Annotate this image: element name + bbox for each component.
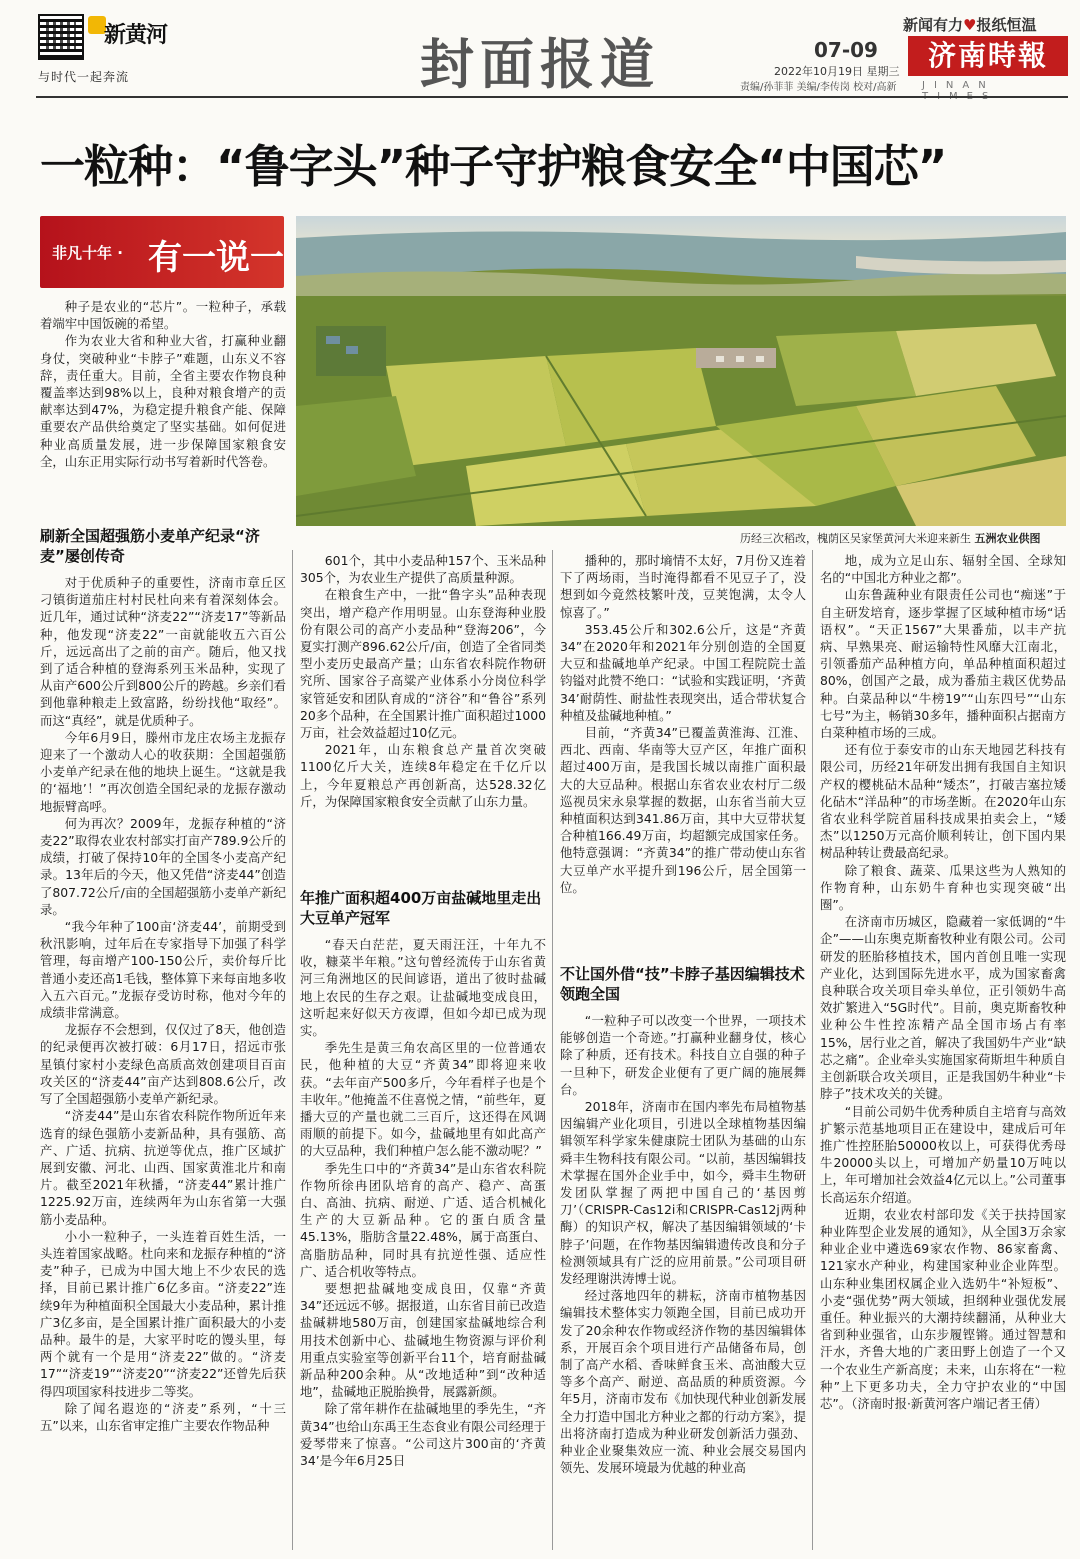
paragraph: 何为再次？2009年，龙振存种植的“济麦22”取得农业农村部实打亩产789.9公斤的成绩，打破了保持10年的全国冬小麦高产纪录。13年后的今天，他又凭借“济麦44”创造了807.72公斤/亩的全国超强筋小麦单产新纪录。 <box>40 815 286 917</box>
subhead-gene-editing: 不让国外借“技”卡脖子基因编辑技术领跑全国 <box>560 965 805 1003</box>
paragraph: 2018年，济南市在国内率先布局植物基因编辑产业化项目，引进以全球植物基因编辑领军科学家朱健康院士团队为基础的山东舜丰生物科技有限公司。“以前，基因编辑技术掌握在国外企业手中，如今，舜丰生物研发团队掌握了两把中国自己的‘基因剪刀’（CRISPR-Cas12i和CRISPR-Cas12j两种酶）的知识产权，解决了基因编辑领域的‘卡脖子’问题，在作物基因编辑遗传改良和分子检测领域具有广泛的应用前景。”公司项目研发经理谢洪涛博士说。 <box>560 1099 806 1287</box>
caption-credit: 五洲农业供图 <box>974 532 1041 545</box>
column-divider <box>812 550 813 1550</box>
masthead-divider <box>36 96 1068 98</box>
lead-paragraph: 作为农业大省和种业大省，打赢种业翻身仗，突破种业“卡脖子”难题，山东义不容辞，责任重大。目前，全省主要农作物良种覆盖率达到98%以上，良种对粮食增产的贡献率达到47%，为稳定提升粮食产能、保障重要农产品供给奠定了坚实基础。如何促进种业高质量发展，进一步保障国家粮食安全，山东正用实际行动书写着新时代答卷。 <box>40 333 286 469</box>
paragraph: “目前公司奶牛优秀种质自主培育与高效扩繁示范基地项目正在建设中，建成后可年推广性控胚胎50000枚以上，可获得优秀母牛20000头以上，可增加产奶量10万吨以上，年可增加社会效益4亿元以上。”公司董事长高运东介绍道。 <box>820 1103 1066 1205</box>
paragraph: 除了粮食、蔬菜、瓜果这些为人熟知的作物育种，山东奶牛育种也实现突破“出圈”。 <box>820 862 1066 913</box>
paragraph: “一粒种子可以改变一个世界，一项技术能够创造一个奇迹。”打赢种业翻身仗，核心除了种质，还有技术。科技自立自强的种子一旦种下，研发企业便有了更广阔的施展舞台。 <box>560 1013 806 1097</box>
paragraph: 在济南市历城区，隐藏着一家低调的“牛企”——山东奥克斯畜牧种业有限公司。公司研发的胚胎移植技术，国内首创且唯一实现产业化，达到国际先进水平，成为国家畜禽良种联合攻关项目牵头单位，正引领奶牛高效扩繁进入“5G时代”。目前，奥克斯畜牧种业种公牛性控冻精产品全国市场占有率15%，居行业之首，解决了我国奶牛产业“缺芯之痛”。企业牵头实施国家荷斯坦牛种质自主创新联合攻关项目，正是我国奶牛种业“卡脖子”技术攻关的关键。 <box>820 914 1066 1102</box>
caption-text: 历经三次稻改，槐荫区吴家堡黄河大米迎来新生 <box>740 532 971 545</box>
farm-landscape-image <box>296 216 1066 526</box>
paragraph: 要想把盐碱地变成良田，仅靠“齐黄34”还远远不够。据报道，山东省目前已改造盐碱耕地580万亩，创建国家盐碱地综合利用技术创新中心、盐碱地生物资源与评价利用重点实验室等创新平台11个，培育耐盐碱新品种200余种。从“改地适种”到“改种适地”，盐碱地正脱胎换骨，展露新颜。 <box>300 1281 546 1400</box>
paragraph: 在粮食生产中，一批“鲁字头”品种表现突出，增产稳产作用明显。山东登海种业股份有限公司的高产小麦品种“登海206”，今夏实打测产896.62公斤/亩，创造了全省同类型小麦历史最高产量；山东省农科院作物研究所、国家谷子高粱产业体系小分岗位科学家管延安和团队育成的“济谷”和“鲁谷”系列20多个品种，在全国累计推广面积超过1000万亩，社会效益超过10亿元。 <box>300 587 546 741</box>
article-column-1 <box>40 574 286 1434</box>
article-column-2b <box>300 936 546 1469</box>
paragraph: 353.45公斤和302.6公斤，这是“齐黄34”在2020年和2021年分别创造的全国夏大豆和盐碱地单产纪录。中国工程院院士盖钧镒对此赞不绝口：“试验和实践证明，‘齐黄34’耐荫性、耐盐性表现突出，适合带状复合种植及盐碱地种植。” <box>560 621 806 723</box>
photo-caption <box>740 530 1041 546</box>
section-title: 封面报道 <box>420 33 660 96</box>
subhead-jimai: 刷新全国超强筋小麦单产纪录“济麦”屡创传奇 <box>40 527 260 565</box>
column-banner <box>40 216 284 288</box>
paragraph: 播种的，那时墒情不太好，7月份又连着下了两场雨，当时淹得都看不见豆子了，没想到如今竟然枝繁叶茂，豆荚饱满，太令人惊喜了。” <box>560 553 806 620</box>
heart-icon: ♥ <box>963 16 977 34</box>
paragraph: “我今年种了100亩‘济麦44’，前期受到秋汛影响，过年后在专家指导下加强了科学管理，每亩增产100-150公斤，卖价每斤比普通小麦还高1毛钱，整体算下来每亩地多收入五六百元。”龙振存受访时称，他对今年的成绩非常满意。 <box>40 919 286 1021</box>
paragraph: 除了常年耕作在盐碱地里的季先生，“齐黄34”也给山东禹王生态食业有限公司经理于爱琴带来了惊喜。“公司这片300亩的‘齐黄34’是今年6月25日 <box>300 1401 546 1469</box>
paragraph: 目前，“齐黄34”已覆盖黄淮海、江淮、西北、西南、华南等大豆产区，年推广面积超过400万亩，是我国长城以南推广面积最大的大豆品种。根据山东省农业农村厅二级巡视员宋永泉掌握的数据，山东省当前大豆种植面积达到341.86万亩，其中大豆带状复合种植166.49万亩，均超额完成国家任务。他特意强调：“齐黄34”的推广带动使山东省大豆单产水平提升到196公斤，居全国第一位。 <box>560 725 806 895</box>
paragraph: 今年6月9日，滕州市龙庄农场主龙振存迎来了一个激动人心的收获期：全国超强筋小麦单产纪录在他的地块上诞生。“这就是我的‘福地’！”再次创造全国纪录的龙振存激动地振臂高呼。 <box>40 729 286 814</box>
paragraph: 小小一粒种子，一头连着百姓生活，一头连着国家战略。杜向来和龙振存种植的“济麦”种子，已成为中国大地上不少农民的选择，目前已累计推广6亿多亩。“济麦22”连续9年为种植面积全国最大小麦品种，累计推广3亿多亩，是全国累计推广面积最大的小麦品种。最牛的是，大家平时吃的馒头里，每两个就有一个是用“济麦22”做的。“济麦17”“济麦19”“济麦20”“济麦22”还曾先后获得四项国家科技进步二等奖。 <box>40 1228 286 1399</box>
paper-slogan <box>903 14 1036 35</box>
xhh-logo-text: 新黄河 <box>104 22 168 48</box>
paragraph: 龙振存不会想到，仅仅过了8天，他创造的纪录便再次被打破：6月17日，招远市张星镇付家村小麦绿色高质高效创建项目百亩攻关区的“济麦44”亩产达到808.6公斤，改写了全国超强筋小麦单产新纪录。 <box>40 1022 286 1107</box>
banner-right-text: 有一说一 <box>148 238 284 278</box>
article-column-2a <box>300 552 546 810</box>
subhead-soybean: 年推广面积超400万亩盐碱地里走出大豆单产冠军 <box>300 889 542 927</box>
paragraph: 对于优质种子的重要性，济南市章丘区刁镇街道茄庄村村民杜向来有着深刻体会。近几年，通过试种“济麦22”“济麦17”等新品种，他发现“济麦22”一亩就能收五六百公斤，远远高出了之前的亩产。随后，他又找到了适合种植的登海系列玉米品种，实现了从亩产600公斤到800公斤的跨越。乡亲们看到他靠种粮走上致富路，纷纷找他“取经”。而这“真经”，就是优质种子。 <box>40 575 286 728</box>
main-headline: 一粒种：“鲁字头”种子守护粮食安全“中国芯” <box>40 140 947 193</box>
column-divider <box>292 550 293 1550</box>
qr-code <box>38 14 84 60</box>
banner-left-text: 非凡十年 · <box>52 244 123 262</box>
lead-paragraphs <box>40 298 286 470</box>
paragraph: 近期，农业农村部印发《关于扶持国家种业阵型企业发展的通知》，从全国3万余家种业企业中遴选69家农作物、86家畜禽、121家水产种业，构建国家种业企业阵型。山东种业集团权属企业入选奶牛“补短板”、小麦“强优势”两大领域，担纲种业强优发展重任。种业振兴的大潮持续翻涌，从种业大省到种业强省，山东步履铿锵。通过智慧和汗水，齐鲁大地的广袤田野上创造了一个又一个农业生产新高度；未来，山东将在“一粒种”上下更多功夫，全力守护农业的“中国芯”。（济南时报·新黄河客户端记者王倩） <box>820 1206 1066 1411</box>
paragraph: 季先生口中的“齐黄34”是山东省农科院作物所徐冉团队培育的高产、稳产、高蛋白、高油、抗病、耐逆、广适、适合机械化生产的大豆新品种。它的蛋白质含量45.13%，脂肪含量22.48%，属于高蛋白、高脂肪品种，同时具有抗逆性强、适应性广、适合机收等特点。 <box>300 1160 546 1279</box>
slogan-right: 报纸恒温 <box>976 16 1037 34</box>
article-column-4 <box>820 552 1066 1412</box>
paragraph: 2021年，山东粮食总产量首次突破1100亿斤大关，连续8年稳定在千亿斤以上，今年夏粮总产再创新高，达528.32亿斤，为保障国家粮食安全贡献了山东力量。 <box>300 742 546 809</box>
paragraph: “济麦44”是山东省农科院作物所近年来选育的绿色强筋小麦新品种，具有强筋、高产、广适、抗病、抗逆等优点，推广区域扩展到安徽、河北、山西、国家黄淮北片和南片。截至2021年秋播，“济麦44”累计推广1225.92万亩，连续两年为山东省第一大强筋小麦品种。 <box>40 1108 286 1227</box>
paragraph: 季先生是黄三角农高区里的一位普通农民，他种植的大豆“齐黄34”即将迎来收获。“去年亩产500多斤，今年看样子也是个丰收年。”他掩盖不住喜悦之情，“前些年，夏播大豆的产量也就二三百斤，这还得在风调雨顺的前提下。如今，盐碱地里有如此高产的大豆品种，我们种植户怎么能不激动呢？” <box>300 1040 546 1159</box>
lead-paragraph: 种子是农业的“芯片”。一粒种子，承载着端牢中国饭碗的希望。 <box>40 299 286 332</box>
paragraph: 山东鲁蔬种业有限责任公司也“痴迷”于自主研发培育，逐步掌握了区域种植市场“话语权”。“天正1567”大果番茄，以丰产抗病、早熟果亮、耐运输特性风靡大江南北，引领番茄产品种植方向，单品种植面积超过80%，创国产之最，成为番茄主栽区优势品种。白菜品种以“牛榜19”“山东四号”“山东七号”为主，畅销30多年，播种面积占据南方白菜种植市场的三成。 <box>820 587 1066 741</box>
paper-logo: 济南時報 <box>908 36 1068 76</box>
xhh-slogan: 与时代一起奔流 <box>38 70 130 84</box>
article-column-3b <box>560 1012 806 1476</box>
article-column-3a <box>560 552 806 896</box>
paragraph: 地，成为立足山东、辐射全国、全球知名的“中国北方种业之都”。 <box>820 553 1066 586</box>
paper-logo-sub: JINAN <box>922 80 995 91</box>
aerial-farm-photo <box>296 216 1066 526</box>
slogan-left: 新闻有力 <box>903 16 964 34</box>
column-divider <box>552 550 553 1550</box>
paragraph: 除了闻名遐迩的“济麦”系列，“十三五”以来，山东省审定推广主要农作物品种 <box>40 1400 286 1433</box>
editor-credits: 责编/孙菲菲 美编/李传岗 校对/高新 <box>740 82 897 93</box>
paragraph: 还有位于泰安市的山东天地园艺科技有限公司，历经21年研发出拥有我国自主知识产权的樱桃砧木品种“矮杰”，打破吉塞拉矮化砧木“洋品种”的市场垄断。在2020年山东省农业科学院首届科技成果拍卖会上，“矮杰”以1250万元高价顺利转让，创下国内果树品种转让费最高纪录。 <box>820 742 1066 861</box>
issue-date: 2022年10月19日 星期三 <box>774 65 900 78</box>
page-number: 07-09 <box>814 38 878 62</box>
paragraph: 经过落地四年的耕耘，济南市植物基因编辑技术整体实力领跑全国，目前已成功开发了20余种农作物或经济作物的基因编辑体系，开展百余个项目进行产品储备布局，创制了高产水稻、香味鲜食玉米、高油酸大豆等多个高产、耐逆、高品质的种质资源。今年5月，济南市发布《加快现代种业创新发展全力打造中国北方种业之都的行动方案》，提出将济南打造成为种业研发创新活力强劲、种业企业聚集效应一流、种业会展交易国内领先、发展环境最为优越的种业高 <box>560 1288 806 1476</box>
paragraph: “春天白茫茫，夏天雨汪汪，十年九不收，糠菜半年粮。”这句曾经流传于山东省黄河三角洲地区的民间谚语，道出了彼时盐碱地上农民的生存之艰。让盐碱地变成良田，这听起来好似天方夜谭，但如今却已成为现实。 <box>300 937 546 1039</box>
paragraph: 601个，其中小麦品种157个、玉米品种305个，为农业生产提供了高质量种源。 <box>300 553 546 586</box>
